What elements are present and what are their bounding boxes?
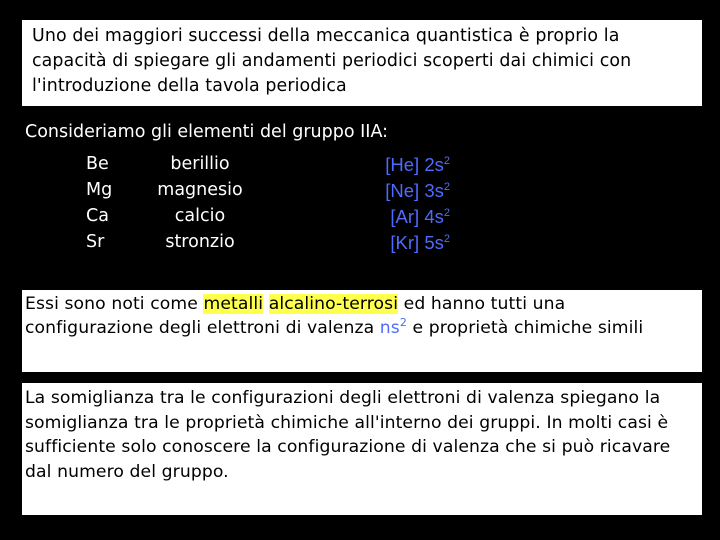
summary-text-part1: Essi sono noti come xyxy=(25,294,204,314)
config-core: [Ar] 4s xyxy=(390,206,444,227)
config-exponent: 2 xyxy=(443,181,450,193)
summary-text-box xyxy=(22,290,702,372)
ns-base: ns xyxy=(379,318,400,338)
element-name: magnesio xyxy=(157,180,243,200)
ns-exponent: 2 xyxy=(399,316,407,329)
valence-config-ns2 xyxy=(380,318,407,338)
electron-configuration xyxy=(330,232,450,254)
highlight-alcalino-terrosi: alcalino-terrosi xyxy=(268,294,399,314)
config-core: [Ne] 3s xyxy=(385,180,444,201)
element-symbol: Ca xyxy=(86,206,109,226)
element-name: calcio xyxy=(174,206,226,226)
config-exponent: 2 xyxy=(443,207,450,219)
group-heading: Consideriamo gli elementi del gruppo IIA: xyxy=(25,122,389,142)
conclusion-text-box xyxy=(22,383,702,515)
config-core: [He] 2s xyxy=(385,154,444,175)
element-symbol: Be xyxy=(86,154,109,174)
element-name: berillio xyxy=(170,154,230,174)
summary-space xyxy=(263,294,269,314)
element-row-ca xyxy=(0,206,720,232)
config-exponent: 2 xyxy=(443,155,450,167)
element-symbol: Mg xyxy=(86,180,113,200)
conclusion-text: La somiglianza tra le configurazioni degli elettroni di valenza spiegano la somiglianza tra le proprietà chimiche all'interno dei gruppi. In molti casi è sufficiente solo conoscere la configurazione di valenza che si può ricavare dal numero del gruppo. xyxy=(25,388,671,482)
element-row-sr xyxy=(0,232,720,258)
summary-text-part2: ed hanno tutti una configurazione degli elettroni di valenza xyxy=(25,294,566,338)
electron-configuration xyxy=(330,154,450,176)
summary-text-part3: e proprietà chimiche simili xyxy=(406,318,644,338)
element-row-be xyxy=(0,154,720,180)
element-row-mg xyxy=(0,180,720,206)
element-symbol: Sr xyxy=(86,232,105,252)
intro-text: Uno dei maggiori successi della meccanica quantistica è proprio la capacità di spiegare gli andamenti periodici scoperti dai chimici con l'introduzione della tavola periodica xyxy=(32,26,632,96)
intro-text-box xyxy=(22,20,702,106)
electron-configuration xyxy=(330,180,450,202)
highlight-metalli: metalli xyxy=(203,294,264,314)
electron-configuration xyxy=(330,206,450,228)
config-core: [Kr] 5s xyxy=(390,232,444,253)
config-exponent: 2 xyxy=(443,233,450,245)
element-name: stronzio xyxy=(165,232,235,252)
